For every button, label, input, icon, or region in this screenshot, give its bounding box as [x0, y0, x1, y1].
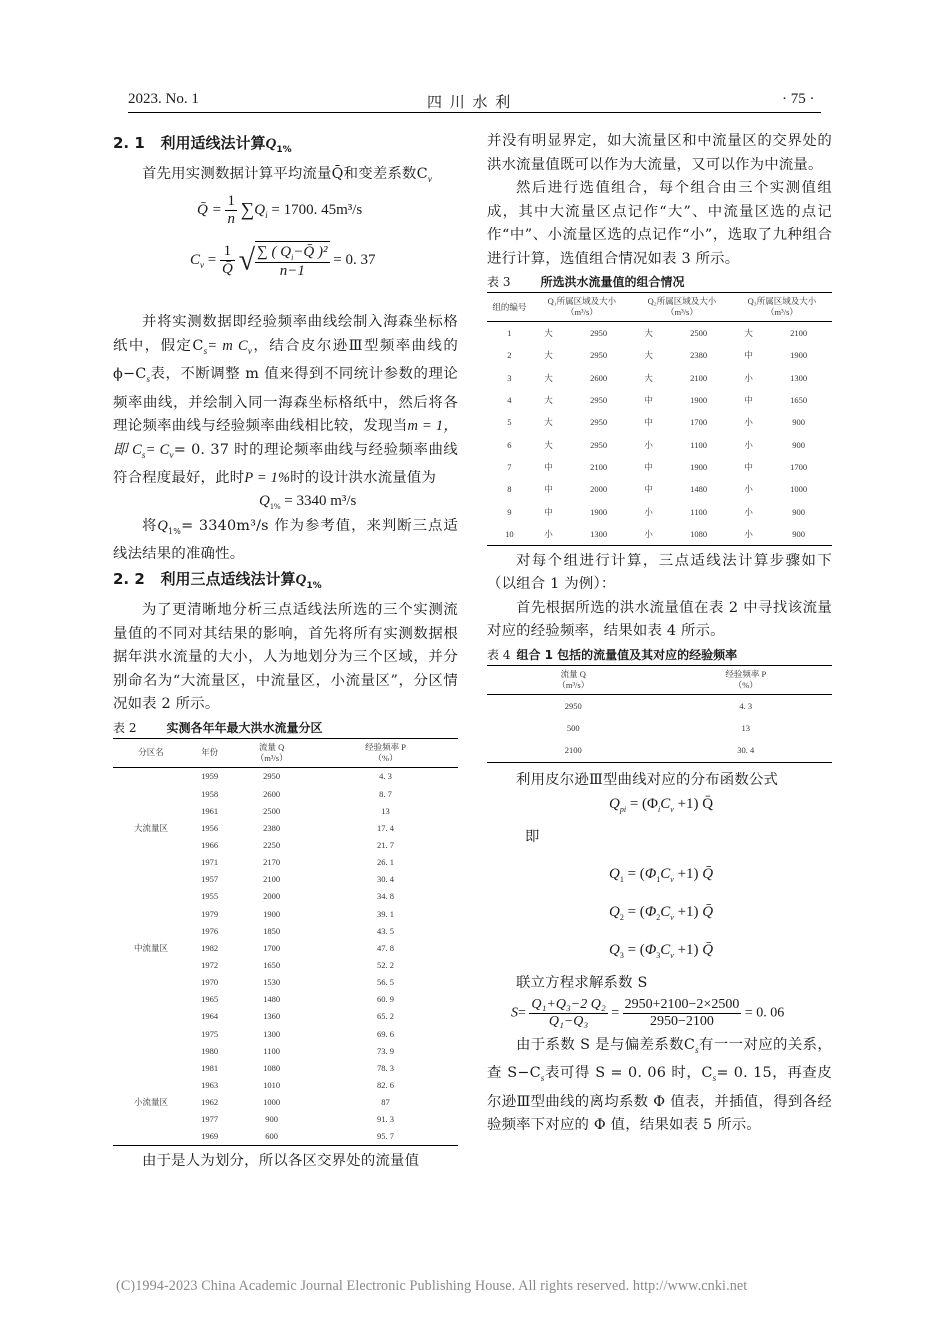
cell-flow: 1000 — [263, 1097, 281, 1108]
table-4-row — [487, 717, 832, 739]
table-2-row — [113, 922, 458, 939]
table-3-cell: 小 — [644, 506, 653, 517]
equation-system: $Q_1 = (\Phi_1C_v +1)$ Q̄ $Q_2 = (\Phi_2C_v +1)$ Q̄ $Q_3 = (\Phi_3C_v +1)$ Q̄ — [609, 865, 714, 960]
table-2-row — [113, 1094, 458, 1111]
cell-freq: 82. 6 — [377, 1079, 395, 1090]
equation-mean: Q̄ = $\frac{1}{n}$ $\sum Q_i = 1700$. 45m³/s — [197, 193, 363, 228]
table-3-cell: 2950 — [590, 328, 608, 339]
table-3-cell: 中 — [644, 417, 653, 428]
table-3-cell: 大 — [744, 328, 753, 339]
table-4-cell: 500 — [566, 723, 580, 734]
table-3-cell: 1100 — [690, 506, 707, 517]
table-3-cell: 中 — [644, 484, 653, 495]
table-2-row — [113, 1076, 458, 1093]
cell-freq: 95. 7 — [377, 1131, 395, 1142]
zone-cell: 小流量区 — [133, 1097, 168, 1108]
cell-freq: 13 — [381, 805, 390, 816]
paragraph-hazen-paper: 并将实测数据即经验频率曲线绘制入海森坐标格纸中，假定$C_s= m$ $C_v$，结合皮尔逊Ⅲ型频率曲线的 $\phi-C_s$表，不断调整 m 值来得到不同统计参数的理论频率曲线，并绘制入同一海森坐标格纸中，然后将各理论频率曲线与经验频率曲线相比较，发现当m = 1，即 $C_s= C_v= 0$. 37 时的理论频率曲线与经验频率曲线符合程度最好，此时P = 1%时的设计洪水流量值为 — [113, 314, 459, 486]
zone-cell — [113, 1042, 189, 1059]
cell-flow: 2950 — [263, 771, 281, 782]
table-3-cell: 中 — [744, 350, 753, 361]
cell-freq: 39. 1 — [377, 908, 395, 919]
cell-year: 1957 — [201, 874, 219, 885]
cell-freq: 73. 9 — [377, 1045, 395, 1056]
cell-year: 1972 — [201, 959, 219, 970]
table-3-cell: 900 — [792, 506, 806, 517]
table-4-cell: 4. 3 — [739, 701, 753, 712]
table-3-cell: 小 — [744, 439, 753, 450]
table-3-cell: 2100 — [790, 328, 808, 339]
table-2-row — [113, 1025, 458, 1042]
cell-year: 1976 — [201, 925, 219, 936]
cell-freq: 91. 3 — [377, 1114, 395, 1125]
cell-freq: 60. 9 — [377, 994, 395, 1005]
cell-flow: 1100 — [263, 1045, 281, 1056]
table-2: 分区名 年份 流量 Q （m³/s） 经验频率 P （%） 1959 2950 4. 3 1958 2600 8. 7 1961 2500 13 大流量区 1956 2380 17. 4 1966 2250 21. 7 1971 2170 26. 1 1957 2100 30. 4 1955 2000 34. 8 1979 1900 39. 1 1976 1850 43. 5 中流量区 1982 1700 47. 8 1972 1650 52. 2 1970 1530 56. 5 1965 1480 60. 9 1964 1360 65. 2 1975 1300 69. 6 1980 1100 73. 9 1981 1080 78. 3 1963 1010 82. 6 小流量区 1962 1000 87 1977 900 91. 3 1969 600 95. 7 — [113, 738, 458, 1146]
table-4-cell: 13 — [741, 723, 750, 734]
table-4-caption: 表 4 组合 1 包括的流量值及其对应的经验频率 — [487, 647, 738, 662]
cell-freq: 30. 4 — [377, 874, 395, 885]
zone-cell — [113, 974, 189, 991]
table-3-cell: 中 — [644, 461, 653, 472]
table-2-row — [113, 888, 458, 905]
table-3-cell: 2100 — [590, 461, 608, 472]
cell-flow: 1010 — [263, 1079, 281, 1090]
table-2-row — [113, 854, 458, 871]
table-4: 流量 Q （m³/s） 经验频率 P （%） 2950 4. 3 500 13 2100 30. 4 — [487, 665, 832, 763]
paragraph-distribution: 利用皮尔逊Ⅲ型曲线对应的分布函数公式 — [516, 771, 779, 788]
table-3-cell: 2 — [507, 350, 512, 361]
copyright-footer: (C)1994-2023 China Academic Journal Electronic Publishing House. All rights reserved. http://www.cnki.net — [116, 1278, 748, 1294]
table-3-cell: 中 — [744, 461, 753, 472]
table-3-cell: 大 — [644, 328, 653, 339]
table-3-cell: 1650 — [790, 395, 808, 406]
cell-flow: 2250 — [263, 840, 281, 850]
table-3-row — [487, 456, 832, 478]
cell-year: 1971 — [201, 857, 219, 868]
section-2-1-heading: 2. 1 利用适线法计算$Q_{1\%}$ — [113, 134, 292, 155]
table-3-cell: 1 — [507, 328, 512, 339]
table-3-cell: 5 — [507, 417, 512, 428]
cell-flow: 2170 — [263, 857, 281, 868]
table-3-cell: 小 — [544, 528, 553, 539]
zone-cell — [113, 802, 189, 819]
table-3-cell: 1300 — [790, 372, 808, 383]
table-3-row — [487, 478, 832, 500]
table-3-cell: 7 — [507, 461, 512, 472]
table-2-row — [113, 871, 458, 888]
table-2-row — [113, 819, 458, 836]
cell-year: 1964 — [201, 1011, 219, 1022]
table-4-cell: 2950 — [564, 701, 582, 712]
table-2-row — [113, 802, 458, 819]
table-3-cell: 小 — [744, 506, 753, 517]
table-3-cell: 2950 — [590, 350, 608, 361]
zone-cell — [113, 922, 189, 939]
table-3-cell: 中 — [544, 484, 553, 495]
table-3-row — [487, 523, 832, 546]
paragraph-combinations: 然后进行选值组合，每个组合由三个实测值组成，其中大流量区点记作“大”、中流量区选的点记作“中”、小流量区选的点记作“小”，选取了九种组合进行计算，选值组合情况如表 3 所示。 — [487, 180, 832, 267]
table-3-cell: 2600 — [590, 372, 608, 383]
table-3-row — [487, 344, 832, 366]
table-3-cell: 大 — [544, 350, 553, 361]
cell-flow: 1900 — [263, 908, 281, 919]
table-3-cell: 大 — [544, 417, 553, 428]
table-3-row — [487, 411, 832, 433]
zone-cell — [113, 854, 189, 871]
table-3-cell: 8 — [507, 484, 512, 495]
journal-issue: 2023. No. 1 — [128, 91, 199, 107]
table-3-cell: 1080 — [690, 528, 708, 539]
table-2-row — [113, 991, 458, 1008]
cell-flow: 1300 — [263, 1028, 281, 1039]
table-3-cell: 3 — [507, 372, 512, 383]
cell-freq: 87 — [381, 1097, 390, 1108]
cell-freq: 52. 2 — [377, 959, 395, 970]
cell-year: 1969 — [201, 1131, 219, 1142]
cell-flow: 1360 — [263, 1011, 281, 1022]
table-3-cell: 2000 — [590, 484, 608, 495]
table-3-caption: 表 3 所选洪水流量值的组合情况 — [487, 275, 685, 289]
table-4-cell: 2100 — [564, 745, 582, 756]
page-number: · 75 · — [782, 91, 815, 107]
table-2-row — [113, 836, 458, 853]
table-3-cell: 1000 — [790, 484, 808, 495]
table-3-cell: 小 — [644, 528, 653, 539]
table-2-row — [113, 785, 458, 802]
table-3-cell: 1700 — [690, 417, 708, 428]
table-3-cell: 大 — [544, 328, 553, 339]
cell-freq: 69. 6 — [377, 1028, 395, 1039]
cell-year: 1975 — [201, 1028, 219, 1039]
zone-cell — [113, 991, 189, 1008]
table-2-row — [113, 1042, 458, 1059]
cell-year: 1958 — [201, 788, 219, 799]
zone-cell: 中流量区 — [133, 942, 168, 953]
cell-year: 1970 — [201, 977, 219, 988]
table-3-cell: 2100 — [690, 372, 708, 383]
table-3-cell: 1300 — [590, 528, 608, 539]
table-3-cell: 1480 — [690, 484, 708, 495]
table-3-cell: 2380 — [690, 350, 708, 361]
paragraph-partition: 为了更清晰地分析三点适线法所选的三个实测流量值的不同对其结果的影响，首先将所有实测数据根据年洪水流量的大小，人为地划分为三个区域，并分别命名为“大流量区，中流量区，小流量区”，分区情况如表 2 所示。 — [113, 602, 458, 713]
table-2-row — [113, 1008, 458, 1025]
cell-freq: 47. 8 — [377, 942, 395, 953]
equation-s: S= $\frac{\text{Q₁+Q₃−2 Q₂}}{\text{Q₁−Q₃}}$ = $\frac{2950+2100-2\times 2500}{2950-2100}$ = 0. 06 — [511, 997, 785, 1030]
table-3-row — [487, 500, 832, 522]
table-3-cell: 900 — [792, 528, 806, 539]
table-3-cell: 中 — [744, 395, 753, 406]
cell-year: 1966 — [201, 840, 219, 850]
equation-design-flood: $Q_{1\%} = 3340$ m³/s — [259, 492, 357, 511]
paragraph-ie: 即 — [525, 829, 540, 846]
cell-year: 1965 — [201, 994, 219, 1005]
zone-cell — [113, 888, 189, 905]
cell-flow: 1480 — [263, 994, 281, 1005]
cell-flow: 1700 — [263, 942, 281, 953]
zone-cell — [113, 836, 189, 853]
equation-qpi: $Q_{pi} = (\Phi_iC_v +1)$ Q̄ — [609, 796, 714, 815]
table-3-cell: 900 — [792, 417, 806, 428]
table-3-cell: 9 — [507, 506, 512, 517]
table-4-row — [487, 694, 832, 717]
table-3-cell: 2950 — [590, 439, 608, 450]
zone-cell — [113, 956, 189, 973]
table-4-row — [487, 739, 832, 762]
cell-flow: 1650 — [263, 959, 281, 970]
cell-flow: 1080 — [263, 1062, 281, 1073]
table-3-cell: 大 — [544, 439, 553, 450]
cell-freq: 56. 5 — [377, 977, 395, 988]
paragraph-solve-s: 联立方程求解系数 S — [516, 974, 648, 991]
cell-year: 1959 — [201, 771, 219, 782]
table-3-row — [487, 322, 832, 345]
cell-flow: 1850 — [263, 925, 281, 936]
cell-freq: 78. 3 — [377, 1062, 395, 1073]
table-3-cell: 1700 — [790, 461, 808, 472]
table-3-cell: 小 — [744, 417, 753, 428]
cell-year: 1962 — [201, 1097, 219, 1108]
cell-flow: 2500 — [263, 805, 281, 816]
zone-cell — [113, 1111, 189, 1128]
cell-flow: 2600 — [263, 788, 281, 799]
left-column — [113, 130, 458, 1173]
zone-cell — [113, 1076, 189, 1093]
cell-year: 1956 — [201, 822, 219, 833]
cell-year: 1977 — [201, 1114, 219, 1125]
zone-cell — [113, 871, 189, 888]
table-3-cell: 中 — [544, 461, 553, 472]
table-3-cell: 小 — [644, 439, 653, 450]
cell-year: 1963 — [201, 1079, 219, 1090]
table-3-cell: 小 — [744, 484, 753, 495]
zone-cell: 大流量区 — [133, 822, 168, 833]
table-4-cell: 30. 4 — [737, 745, 755, 756]
cell-freq: 43. 5 — [377, 925, 395, 936]
table-3-cell: 1900 — [690, 461, 708, 472]
table-3-cell: 1900 — [690, 395, 708, 406]
table-2-row — [113, 956, 458, 973]
zone-cell — [113, 1008, 189, 1025]
table-3-cell: 大 — [644, 372, 653, 383]
header-rule — [128, 112, 821, 113]
cell-freq: 34. 8 — [377, 891, 395, 902]
table-2-row — [113, 767, 458, 785]
table-3-cell: 4 — [507, 395, 512, 406]
cell-year: 1955 — [201, 891, 219, 902]
table-3-cell: 900 — [792, 439, 806, 450]
table-3-cell: 1900 — [590, 506, 608, 517]
right-column — [487, 130, 832, 1138]
table-2-row — [113, 1128, 458, 1146]
paragraph-boundary-cont: 并没有明显界定，如大流量区和中流量区的交界处的洪水流量值既可以作为大流量，又可以作为中流量。 — [487, 133, 832, 173]
table-3-cell: 2950 — [590, 417, 608, 428]
section-2-2-heading: 2. 2 利用三点适线法计算$Q_{1\%}$ — [113, 570, 322, 592]
paragraph-boundary: 由于是人为划分，所以各区交界处的流量值 — [142, 1152, 420, 1169]
equation-cv: $C_v$ = $\frac{1}{Q̄}$ √ $\frac{\sum ( Q_i-Q̄ )^2}{n-1}$ = 0. 37 — [190, 243, 376, 280]
table-2-row — [113, 1111, 458, 1128]
zone-cell — [113, 1059, 189, 1076]
paragraph-steps: 对每个组进行计算，三点适线法计算步骤如下（以组合 1 为例）： — [487, 552, 832, 593]
table-2-row — [113, 939, 458, 956]
cell-flow: 600 — [265, 1131, 279, 1142]
table-3-cell: 小 — [744, 372, 753, 383]
cell-flow: 1530 — [263, 977, 281, 988]
cell-flow: 900 — [265, 1114, 279, 1125]
table-3-cell: 大 — [544, 372, 553, 383]
cell-freq: 65. 2 — [377, 1011, 395, 1022]
zone-cell — [113, 905, 189, 922]
table-3-cell: 10 — [505, 528, 514, 539]
table-2-row — [113, 1059, 458, 1076]
table-3-cell: 大 — [644, 350, 653, 361]
table-3-cell: 中 — [544, 506, 553, 517]
table-3-row — [487, 433, 832, 455]
table-3-row — [487, 367, 832, 389]
table-3-cell: 大 — [544, 395, 553, 406]
table-2-row — [113, 974, 458, 991]
cell-year: 1979 — [201, 908, 219, 919]
cell-year: 1982 — [201, 942, 219, 953]
cell-freq: 8. 7 — [379, 788, 392, 799]
cell-freq: 4. 3 — [379, 771, 392, 782]
table-2-row — [113, 905, 458, 922]
cell-freq: 17. 4 — [377, 822, 395, 833]
table-3-cell: 1100 — [690, 439, 707, 450]
journal-name: 四 川 水 利 — [427, 95, 513, 111]
cell-flow: 2000 — [263, 891, 281, 902]
table-3: 组的编号 Q₁所属区域及大小 （m³/s） Q₂所属区域及大小 （m³/s） Q₃所属区域及大小 （m³/s） 1 大 2950 大 2500 大 2100 2 大 2950 大 2380 中 1900 3 大 2600 大 2100 小 1300 4 大 2950 中 1900 中 1650 5 大 2950 中 1700 小 900 6 大 2950 小 1100 小 900 7 中 2100 中 1900 中 1700 8 中 2000 中 1480 小 1000 9 中 1900 小 1100 小 900 10 小 1300 小 1080 小 900 — [487, 292, 832, 546]
table-2-caption: 表 2 实测各年年最大洪水流量分区 — [113, 720, 323, 735]
zone-cell — [113, 1025, 189, 1042]
table-3-cell: 1900 — [790, 350, 808, 361]
paragraph-mean-cv: 首先用实测数据计算平均流量Q̄和变差系数$C_v$ — [142, 166, 433, 184]
paragraph-lookup: 首先根据所选的洪水流量值在表 2 中寻找该流量对应的经验频率，结果如表 4 所示。 — [487, 599, 832, 640]
cell-freq: 26. 1 — [377, 857, 395, 868]
paragraph-reference-value: 将$Q_{1\%}= 3340m^3/s$ 作为参考值，来判断三点适线法结果的准确性。 — [113, 517, 458, 562]
table-3-row — [487, 389, 832, 411]
table-3-cell: 小 — [744, 528, 753, 539]
zone-cell — [113, 785, 189, 802]
paragraph-cs-lookup: 由于系数 S 是与偏差系数$C_s$有一一对应的关系，查 $S-C_s$表可得 S = 0. 06 时，$C_s= 0$. 15，再查皮尔逊Ⅲ型曲线的离均系数 Φ 值表，并插值，得到各经验频率下对应的 Φ 值，结果如表 5 所示。 — [487, 1037, 832, 1134]
cell-flow: 2100 — [263, 874, 281, 885]
zone-cell — [113, 1128, 189, 1146]
table-3-cell: 2950 — [590, 395, 608, 406]
cell-year: 1981 — [201, 1062, 219, 1073]
cell-year: 1980 — [201, 1045, 219, 1056]
table-3-cell: 6 — [507, 439, 512, 450]
table-3-cell: 2500 — [690, 328, 708, 339]
table-3-cell: 中 — [644, 395, 653, 406]
cell-flow: 2380 — [263, 822, 281, 833]
cell-year: 1961 — [201, 805, 219, 816]
zone-cell — [113, 767, 189, 785]
cell-freq: 21. 7 — [377, 840, 395, 850]
